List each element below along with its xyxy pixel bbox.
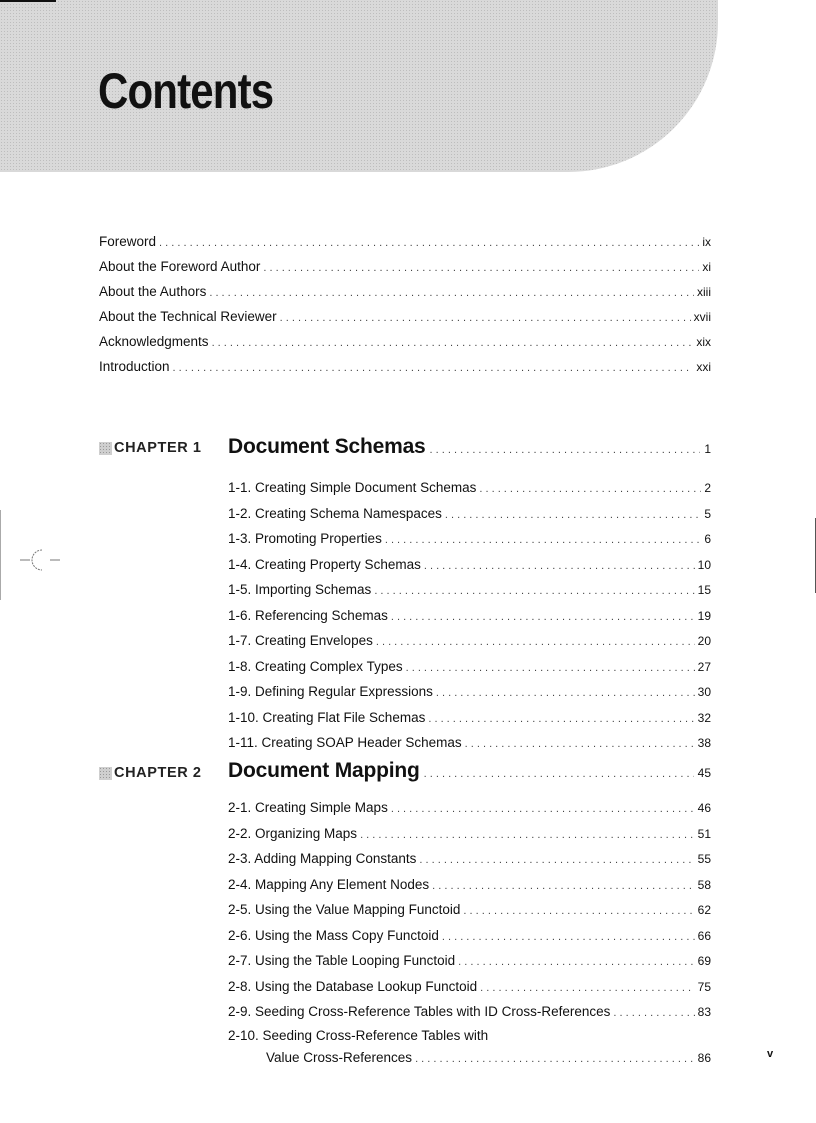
toc-entry[interactable]: Foreword . . . ix	[99, 230, 711, 255]
page-number: v	[767, 1048, 774, 1060]
front-matter-list	[99, 230, 711, 381]
registration-mark-icon	[0, 510, 70, 600]
toc-entry[interactable]: 1-10. Creating Flat File Schemas . . . 32	[228, 706, 711, 732]
toc-entry[interactable]: 2-9. Seeding Cross-Reference Tables with ID Cross-References . . . 83	[228, 1000, 711, 1026]
chapter-label: CHAPTER 1	[99, 440, 202, 456]
toc-entry[interactable]: About the Authors . . . xiii	[99, 280, 711, 305]
toc-entry[interactable]: 2-10. Seeding Cross-Reference Tables with	[228, 1027, 489, 1043]
toc-entry[interactable]: 2-6. Using the Mass Copy Functoid . . . 66	[228, 924, 711, 950]
toc-entry[interactable]: 1-1. Creating Simple Document Schemas . . . 2	[228, 476, 711, 502]
page-title: Contents	[98, 63, 274, 119]
toc-entry[interactable]: 2-8. Using the Database Lookup Functoid . . . 75	[228, 975, 711, 1001]
toc-entry[interactable]: 1-7. Creating Envelopes . . . 20	[228, 629, 711, 655]
toc-entry[interactable]: 1-5. Importing Schemas . . . 15	[228, 578, 711, 604]
toc-entry[interactable]: About the Technical Reviewer . . . xvii	[99, 305, 711, 330]
toc-entry[interactable]: About the Foreword Author . . . xi	[99, 255, 711, 280]
toc-entry[interactable]: 2-4. Mapping Any Element Nodes . . . 58	[228, 873, 711, 899]
toc-entry[interactable]: 1-4. Creating Property Schemas . . . 10	[228, 553, 711, 579]
toc-entry[interactable]: 1-2. Creating Schema Namespaces . . . 5	[228, 502, 711, 528]
chapter-heading[interactable]: Document Mapping . . . 45	[228, 759, 711, 783]
toc-entry[interactable]: 1-8. Creating Complex Types . . . 27	[228, 655, 711, 681]
chapter-entries	[228, 476, 711, 757]
toc-entry[interactable]: 2-3. Adding Mapping Constants . . . 55	[228, 847, 711, 873]
toc-entry[interactable]: Acknowledgments . . . xix	[99, 330, 711, 355]
chapter-marker-icon	[99, 442, 112, 455]
toc-entry[interactable]: 1-3. Promoting Properties . . . 6	[228, 527, 711, 553]
toc-entry[interactable]: 2-7. Using the Table Looping Functoid . . . 69	[228, 949, 711, 975]
chapter-label: CHAPTER 2	[99, 765, 202, 781]
toc-entry[interactable]: 2-1. Creating Simple Maps . . . 46	[228, 796, 711, 822]
chapter-entries	[228, 796, 711, 1071]
toc-entry[interactable]: 1-9. Defining Regular Expressions . . . 30	[228, 680, 711, 706]
chapter-heading[interactable]: Document Schemas . . . 1	[228, 435, 711, 459]
toc-entry[interactable]: 2-5. Using the Value Mapping Functoid . . . 62	[228, 898, 711, 924]
crop-line	[0, 0, 56, 2]
toc-entry[interactable]: 1-11. Creating SOAP Header Schemas . . . 38	[228, 731, 711, 757]
toc-entry[interactable]: Value Cross-References . . . 86	[228, 1046, 711, 1072]
toc-entry[interactable]: Introduction . . . xxi	[99, 355, 711, 380]
chapter-marker-icon	[99, 767, 112, 780]
toc-entry[interactable]: 1-6. Referencing Schemas . . . 19	[228, 604, 711, 630]
toc-entry[interactable]: 2-2. Organizing Maps . . . 51	[228, 822, 711, 848]
